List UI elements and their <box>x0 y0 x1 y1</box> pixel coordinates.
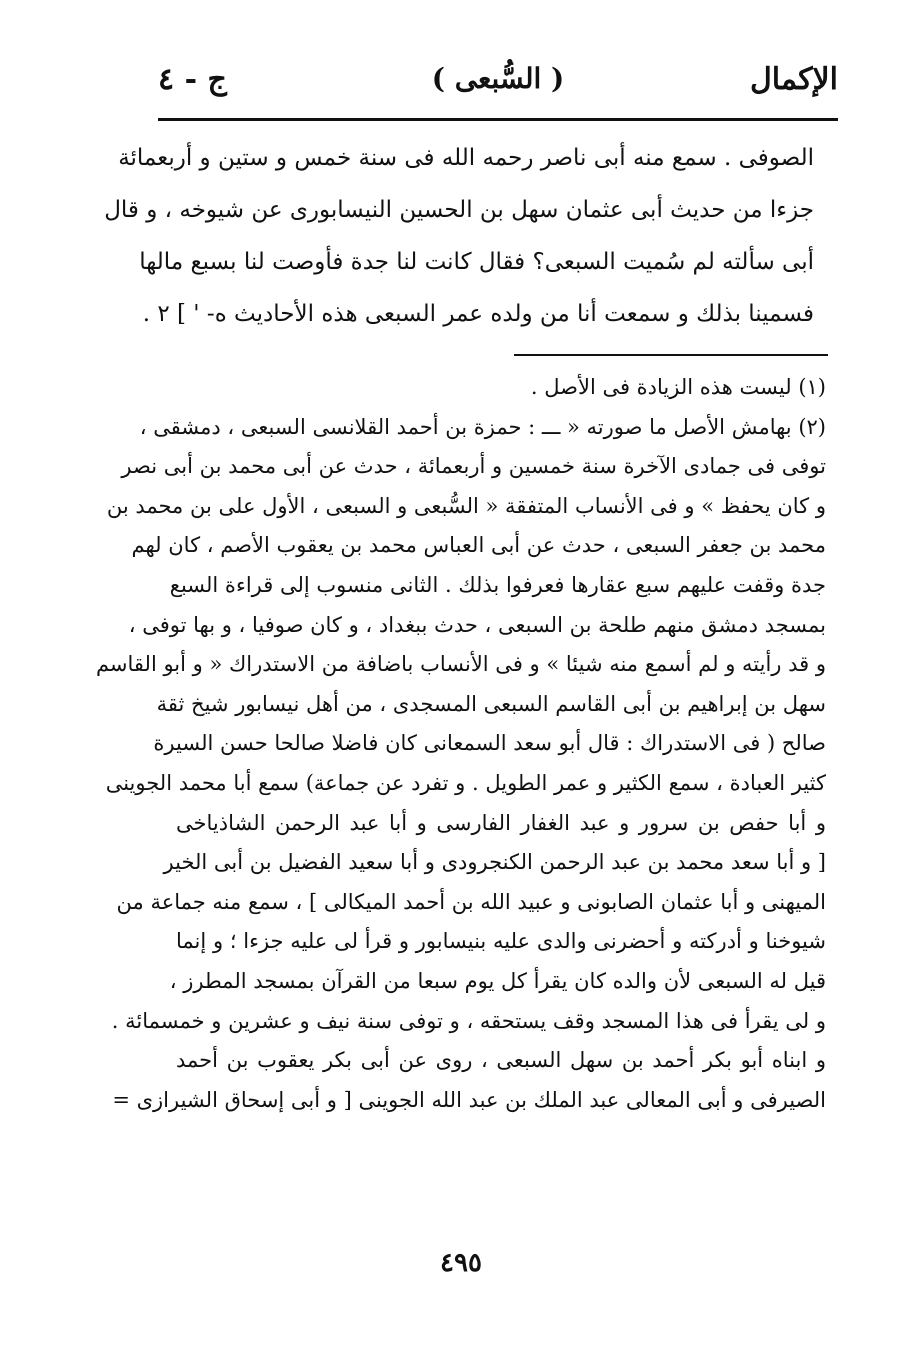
footnote-line: [ و أبا سعد محمد بن عبد الرحمن الكنجرودى و أبا سعيد الفضيل بن أبى الخير <box>163 850 826 875</box>
header-rule <box>158 118 838 121</box>
footnote-line: و كان يحفظ » و فى الأنساب المتفقة « السُّبعى و السبعى ، الأول على بن محمد بن <box>106 493 826 518</box>
footnote-line: الميهنى و أبا عثمان الصابونى و عبيد الله بن أحمد الميكالى ] ، سمع منه جماعة من <box>116 889 826 914</box>
footnote-line: قيل له السبعى لأن والده كان يقرأ كل يوم سبعا من القرآن بمسجد المطرز ، <box>169 968 826 993</box>
running-head <box>158 62 838 112</box>
footnote-line: صالح ( فى الاستدراك : قال أبو سعد السمعانى كان فاضلا صالحا حسن السيرة <box>153 731 826 756</box>
footnote-line: كثير العبادة ، سمع الكثير و عمر الطويل . و تفرد عن جماعة) سمع أبا محمد الجوينى <box>105 770 826 795</box>
footnotes <box>95 368 826 1120</box>
footnote-line: (١) ليست هذه الزيادة فى الأصل . <box>530 375 826 399</box>
footnote-line: و لى يقرأ فى هذا المسجد وقف يستحقه ، و توفى سنة نيف و عشرين و خمسمائة . <box>111 1008 826 1033</box>
footnote-line: جدة وقفت عليهم سبع عقارها فعرفوا بذلك . الثانى منسوب إلى قراءة السبع <box>169 572 826 597</box>
main-text-line: فسمينا بذلك و سمعت أنا من ولده عمر السبعى هذه الأحاديث ه- ' ] ٢ . <box>142 301 814 327</box>
main-text <box>104 132 814 340</box>
footnote-line: محمد بن جعفر السبعى ، حدث عن أبى العباس محمد بن يعقوب الأصم ، كان لهم <box>131 533 826 558</box>
section-title: ( السُّبعى ) <box>431 62 565 95</box>
footnote-line: شيوخنا و أدركته و أحضرنى والدى عليه بنيسابور و قرأ لى عليه جزءا ؛ و إنما <box>176 929 826 954</box>
footnote-line: و ابناه أبو بكر أحمد بن سهل السبعى ، روى عن أبى بكر يعقوب بن أحمد <box>176 1048 826 1073</box>
footnote-line: (٢) بهامش الأصل ما صورته « ـــ : حمزة بن أحمد القلانسى السبعى ، دمشقى ، <box>139 414 826 439</box>
page-number: ٤٩٥ <box>440 1248 482 1278</box>
footnote-line: توفى فى جمادى الآخرة سنة خمسين و أربعمائة ، حدث عن أبى محمد بن أبى نصر <box>121 454 826 479</box>
footnote-line: الصيرفى و أبى المعالى عبد الملك بن عبد الله الجوينى [ و أبى إسحاق الشيرازى = <box>112 1087 826 1112</box>
main-text-line: جزءا من حديث أبى عثمان سهل بن الحسين النيسابورى عن شيوخه ، و قال <box>104 197 814 223</box>
footnote-separator <box>514 354 828 356</box>
footnote-line: بمسجد دمشق منهم طلحة بن السبعى ، حدث ببغداد ، و كان صوفيا ، و بها توفى ، <box>128 612 826 637</box>
book-title: الإكمال <box>749 62 838 97</box>
main-text-line: أبى سألته لم سُميت السبعى؟ فقال كانت لنا جدة فأوصت لنا بسبع مالها <box>139 249 814 275</box>
main-text-line: الصوفى . سمع منه أبى ناصر رحمه الله فى سنة خمس و ستين و أربعمائة <box>118 145 814 171</box>
volume-label: ج - ٤ <box>158 62 227 97</box>
footnote-line: و قد رأيته و لم أسمع منه شيئا » و فى الأنساب باضافة من الاستدراك « و أبو القاسم <box>95 652 826 677</box>
footnote-line: و أبا حفص بن سرور و عبد الغفار الفارسى و أبا عبد الرحمن الشاذياخى <box>176 810 826 835</box>
footnote-line: سهل بن إبراهيم بن أبى القاسم السبعى المسجدى ، من أهل نيسابور شيخ ثقة <box>156 691 826 716</box>
